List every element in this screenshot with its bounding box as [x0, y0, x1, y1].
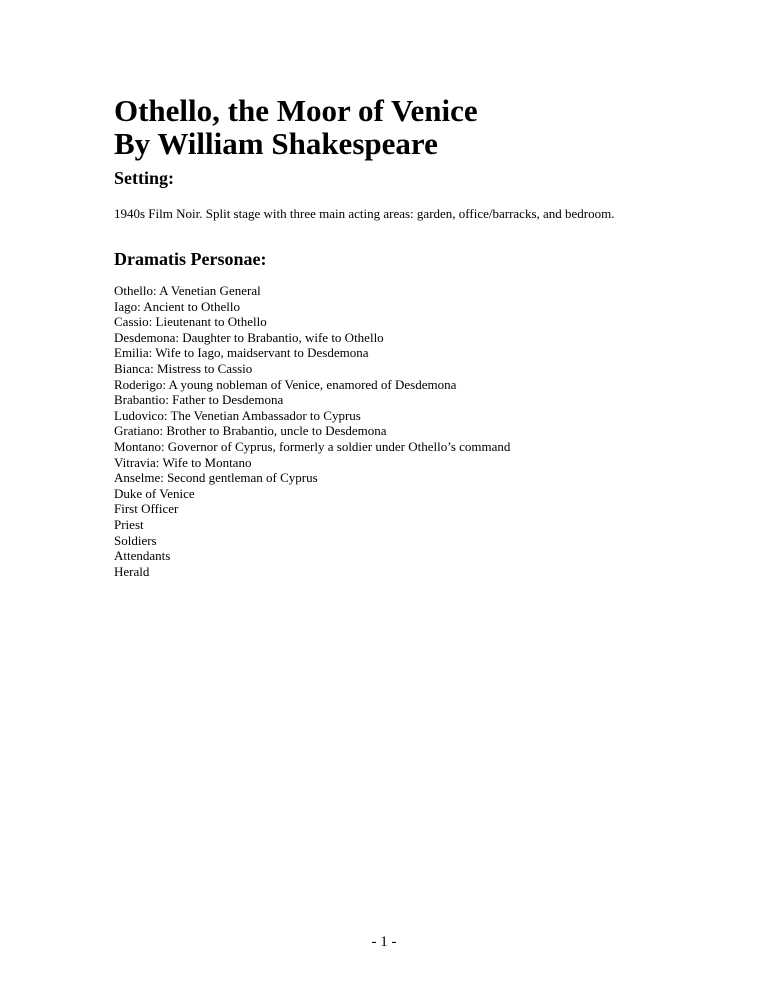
- cast-item: Anselme: Second gentleman of Cyprus: [114, 470, 318, 486]
- title-line-1: Othello, the Moor of Venice: [114, 93, 478, 128]
- cast-item: Attendants: [114, 548, 171, 564]
- cast-item: Desdemona: Daughter to Brabantio, wife to Othello: [114, 329, 384, 345]
- cast-item: Ludovico: The Venetian Ambassador to Cyprus: [114, 407, 361, 423]
- page-number: - 1 -: [371, 934, 397, 950]
- cast-item: Othello: A Venetian General: [114, 283, 261, 298]
- title-line-2: By William Shakespeare: [114, 126, 438, 161]
- setting-text: 1940s Film Noir. Split stage with three main acting areas: garden, office/barracks, and bedroom.: [114, 206, 615, 221]
- cast-item: Soldiers: [114, 532, 157, 548]
- dramatis-personae-heading: Dramatis Personae:: [114, 249, 267, 269]
- cast-item: First Officer: [114, 501, 179, 517]
- cast-item: Cassio: Lieutenant to Othello: [114, 314, 267, 330]
- cast-item: Montano: Governor of Cyprus, formerly a soldier under Othello’s command: [114, 438, 511, 454]
- document-title: [114, 94, 478, 160]
- cast-item: Brabantio: Father to Desdemona: [114, 392, 284, 408]
- cast-item: Duke of Venice: [114, 485, 195, 501]
- cast-item: Bianca: Mistress to Cassio: [114, 360, 253, 376]
- setting-heading: Setting:: [114, 168, 174, 188]
- cast-item: Roderigo: A young nobleman of Venice, enamored of Desdemona: [114, 376, 457, 392]
- cast-item: Priest: [114, 516, 144, 532]
- cast-item: Emilia: Wife to Iago, maidservant to Desdemona: [114, 345, 369, 361]
- cast-item: Herald: [114, 563, 150, 579]
- cast-item: Vitravia: Wife to Montano: [114, 454, 252, 470]
- cast-item: Iago: Ancient to Othello: [114, 298, 241, 314]
- cast-list: [114, 283, 510, 579]
- cast-item: Gratiano: Brother to Brabantio, uncle to Desdemona: [114, 423, 387, 439]
